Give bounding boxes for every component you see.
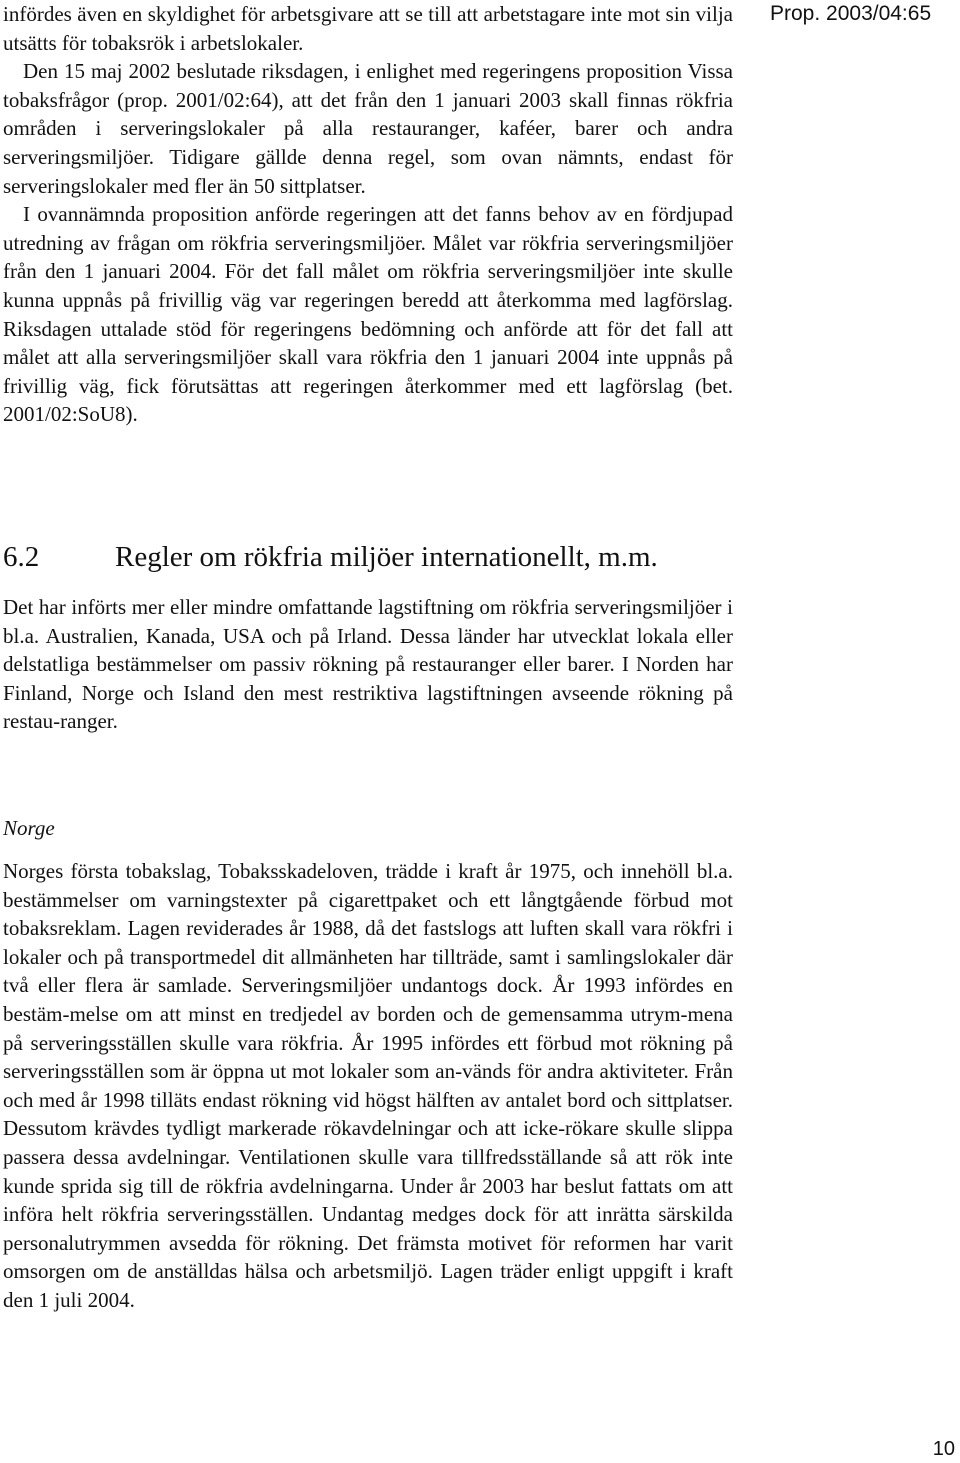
page-number: 10 <box>932 1438 955 1460</box>
section-6-2-body <box>3 593 733 736</box>
paragraph-norge: Norges första tobakslag, Tobaksskadeloven, trädde i kraft år 1975, och innehöll bl.a. bestämmelser om varningstexter på cigarettpaket och ett långtgående förbud mot tobaksreklam. Lagen reviderades år 1988, då det fastslogs att luften skall vara rökfri i lokaler och på transportmedel dit allmänheten har tillträde, samt i samlingslokaler där två eller flera är samlade. Serveringsmiljöer undantogs dock. År 1993 infördes en bestäm-melse om att minst en tredjedel av borden och de gemensamma utrym-mena på serveringsställen skulle vara rökfria. År 1995 infördes ett förbud mot rökning på serveringsställen som är öppna ut mot lokaler som an-vänds för andra aktiviteter. Från och med år 1998 tilläts endast rökning vid högst hälften av antalet bord och sittplatser. Dessutom krävdes tydligt markerade rökavdelningar och att icke-rökare skulle slippa passera dessa avdelningar. Ventilationen skulle vara tillfredsställande så att rök inte kunde sprida sig till de rökfria avdelningarna. Under år 2003 har beslut fattats om att införa helt rökfria serveringsställen. Undantag medges dock för att inrätta särskilda personalutrymmen avsedda för rökning. Det främsta motivet för reformen har varit omsorgen om de anställdas hälsa och arbetsmiljö. Lagen träder enligt uppgift i kraft den 1 juli 2004. <box>3 859 733 1312</box>
paragraph-riksdag-decision: Den 15 maj 2002 beslutade riksdagen, i enlighet med regeringens proposition Vissa tobaksfrågor (prop. 2001/02:64), att det från den 1 januari 2003 skall finnas rökfria områden i serveringslokaler på alla restauranger, kaféer, barer och andra serveringsmiljöer. Tidigare gällde denna regel, som ovan nämnts, endast för serveringslokaler med fler än 50 sittplatser. <box>3 59 733 198</box>
paragraph-proposition: I ovannämnda proposition anförde regeringen att det fanns behov av en fördjupad utredning av frågan om rökfria serveringsmiljöer. Målet var rökfria serveringsmiljöer från den 1 januari 2004. För det fall målet om rökfria serveringsmiljöer inte skulle kunna uppnås på frivillig väg var regeringen beredd att återkomma med lagförslag. Riksdagen uttalade stöd för regeringens bedömning och anförde att för det fall att målet att alla serveringsmiljöer skall vara rökfria den 1 januari 2004 inte uppnås på frivillig väg, fick förutsättas att regeringen återkommer med ett lagförslag (bet. 2001/02:SoU8). <box>3 202 733 427</box>
top-section-body <box>3 0 733 429</box>
paragraph-continuation: infördes även en skyldighet för arbetsgivare att se till att arbetstagare inte mot sin vilja utsätts för tobaksrök i arbetslokaler. <box>3 2 733 55</box>
margin-reference: Prop. 2003/04:65 <box>770 2 932 25</box>
section-heading <box>3 539 743 575</box>
section-title: Regler om rökfria miljöer internationellt, m.m. <box>115 541 658 573</box>
subheading-norge: Norge <box>3 816 55 840</box>
paragraph-international: Det har införts mer eller mindre omfattande lagstiftning om rökfria serveringsmiljöer i bl.a. Australien, Kanada, USA och på Irland. Dessa länder har utvecklat lokala eller delstatliga bestämmelser om passiv rökning på restauranger eller barer. I Norden har Finland, Norge och Island den mest restriktiva lagstiftningen avseende rökning på restau-ranger. <box>3 595 733 734</box>
section-number: 6.2 <box>3 541 40 573</box>
norge-section-body <box>3 857 733 1315</box>
